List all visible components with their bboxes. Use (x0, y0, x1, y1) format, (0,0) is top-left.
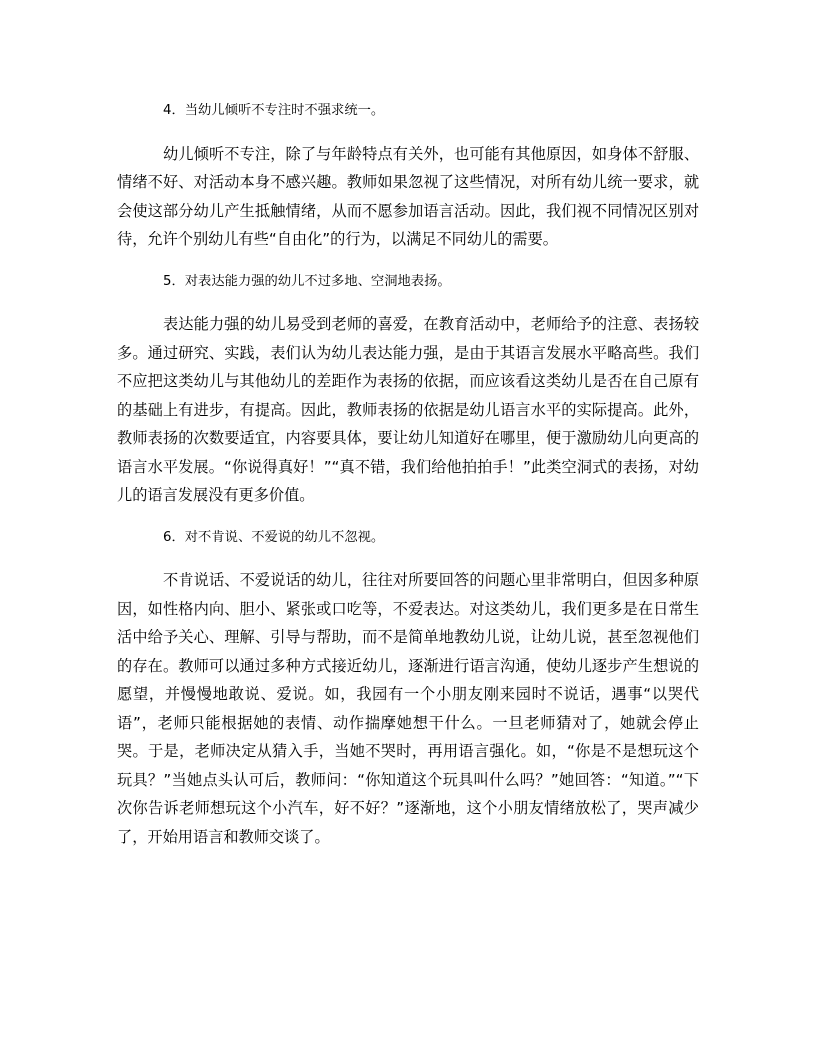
section-heading-4: 4．当幼儿倾听不专注时不强求统一。 (163, 103, 385, 118)
section-heading-5: 5．对表达能力强的幼儿不过多地、空洞地表扬。 (163, 273, 451, 289)
section-paragraph-5: 表达能力强的幼儿易受到老师的喜爱，在教育活动中，老师给予的注意、表扬较多。通过研究、实践，表们认为幼儿表达能力强，是由于其语言发展水平略高些。我们不应把这类幼儿与其他幼儿的差距作为表扬的依据，而应该看这类幼儿是否在自己原有的基础上有进步，有提高。因此，教师表扬的依据是幼儿语言水平的实际提高。此外，教师表扬的次数要适宜，内容要具体，要让幼儿知道好在哪里，便于激励幼儿向更高的语言水平发展。“你说得真好！”“真不错，我们给他拍拍手！”此类空洞式的表扬，对幼儿的语言发展没有更多价值。 (117, 315, 699, 504)
section-heading-6: 6．对不肯说、不爱说的幼儿不忽视。 (163, 529, 385, 545)
document-page (117, 97, 699, 851)
section-paragraph-4: 幼儿倾听不专注，除了与年龄特点有关外，也可能有其他原因，如身体不舒服、情绪不好、对活动本身不感兴趣。教师如果忽视了这些情况，对所有幼儿统一要求，就会使这部分幼儿产生抵触情绪，从而不愿参加语言活动。因此，我们视不同情况区别对待，允许个别幼儿有些“自由化”的行为，以满足不同幼儿的需要。 (117, 144, 699, 248)
section-paragraph-6: 不肯说话、不爱说话的幼儿，往往对所要回答的问题心里非常明白，但因多种原因，如性格内向、胆小、紧张或口吃等，不爱表达。对这类幼儿，我们更多是在日常生活中给予关心、理解、引导与帮助，而不是简单地教幼儿说，让幼儿说，甚至忽视他们的存在。教师可以通过多种方式接近幼儿，逐渐进行语言沟通，使幼儿逐步产生想说的愿望，并慢慢地敢说、爱说。如，我园有一个小朋友刚来园时不说话，遇事“以哭代语”，老师只能根据她的表情、动作揣摩她想干什么。一旦老师猜对了，她就会停止哭。于是，老师决定从猜入手，当她不哭时，再用语言强化。如，“你是不是想玩这个玩具？”当她点头认可后，教师问：“你知道这个玩具叫什么吗？”她回答：“知道。”“下次你告诉老师想玩这个小汽车，好不好？”逐渐地，这个小朋友情绪放松了，哭声减少了，开始用语言和教师交谈了。 (117, 571, 699, 846)
